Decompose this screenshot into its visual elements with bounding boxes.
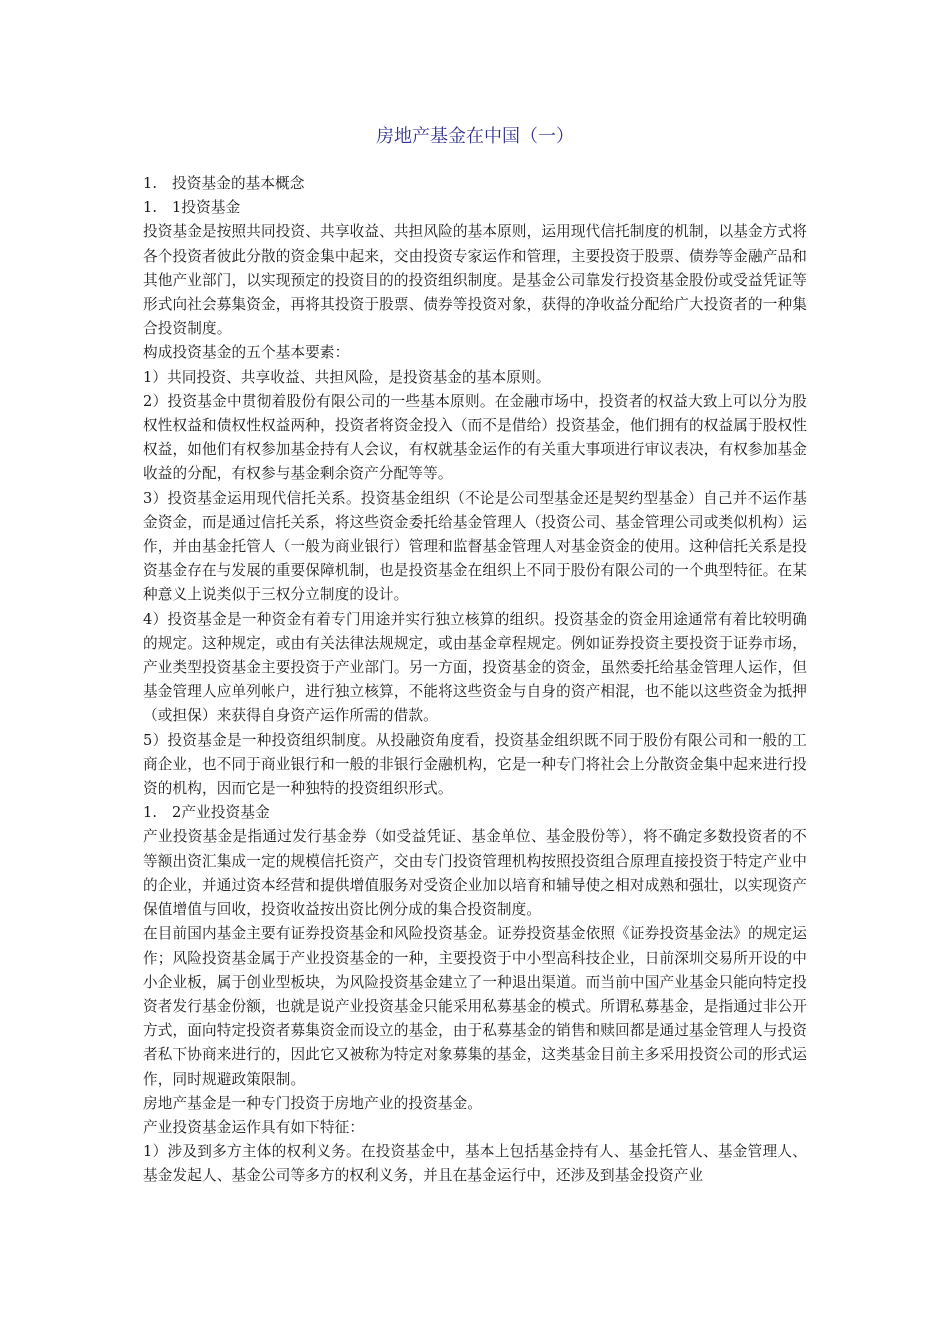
paragraph: 产业投资基金是指通过发行基金券（如受益凭证、基金单位、基金股份等），将不确定多数投资者的不等额出资汇集成一定的规模信托资产，交由专门投资管理机构按照投资组合原理直接投资于特定产业中的企业，并通过资本经营和提供增值服务对受资企业加以培育和辅导使之相对成熟和强壮，以实现资产保值增值与回收，投资收益按出资比例分成的集合投资制度。: [143, 828, 807, 919]
paragraph: 产业投资基金运作具有如下特征：: [143, 1118, 365, 1136]
paragraph: 投资基金是按照共同投资、共享收益、共担风险的基本原则，运用现代信托制度的机制，以基金方式将各个投资者彼此分散的资金集中起来，交由投资专家运作和管理，主要投资于股票、债券等金融产品和其他产业部门，以实现预定的投资目的的投资组织制度。是基金公司靠发行投资基金股份或受益凭证等形式向社会募集资金，再将其投资于股票、债券等投资对象，获得的净收益分配给广大投资者的一种集合投资制度。: [143, 223, 807, 338]
paragraph: 房地产基金是一种专门投资于房地产业的投资基金。: [143, 1094, 483, 1112]
document-title: 房地产基金在中国（一）: [376, 126, 574, 147]
paragraph: 构成投资基金的五个基本要素：: [143, 344, 350, 362]
paragraph: 1）共同投资、共享收益、共担风险，是投资基金的基本原则。: [143, 368, 551, 386]
paragraph: 3）投资基金运用现代信托关系。投资基金组织（不论是公司型基金还是契约型基金）自己并不运作基金资金，而是通过信托关系，将这些资金委托给基金管理人（投资公司、基金管理公司或类似机构）运作，并由基金托管人（一般为商业银行）管理和监督基金管理人对基金资金的使用。这种信托关系是投资基金存在与发展的重要保障机制，也是投资基金在组织上不同于股份有限公司的一个典型特征。在某种意义上说类似于三权分立制度的设计。: [143, 489, 807, 604]
paragraph: 在目前国内基金主要有证券投资基金和风险投资基金。证券投资基金依照《证券投资基金法》的规定运作；风险投资基金属于产业投资基金的一种，主要投资于中小型高科技企业，日前深圳交易所开设的中小企业板，属于创业型板块，为风险投资基金建立了一种退出渠道。而当前中国产业基金只能向特定投资者发行基金份额，也就是说产业投资基金只能采用私募基金的模式。所谓私募基金，是指通过非公开方式，面向特定投资者募集资金而设立的基金，由于私募基金的销售和赎回都是通过基金管理人与投资者私下协商来进行的，因此它又被称为特定对象募集的基金，这类基金目前主多采用投资公司的形式运作，同时规避政策限制。: [143, 925, 807, 1088]
paragraph: 1）涉及到多方主体的权利义务。在投资基金中，基本上包括基金持有人、基金托管人、基金管理人、基金发起人、基金公司等多方的权利义务，并且在基金运行中，还涉及到基金投资产业: [143, 1143, 807, 1185]
paragraph: 1. 1投资基金: [143, 199, 241, 217]
paragraph: 2）投资基金中贯彻着股份有限公司的一些基本原则。在金融市场中，投资者的权益大致上可以分为股权性权益和债权性权益两种，投资者将资金投入（而不是借给）投资基金，他们拥有的权益属于股权性权益，如他们有权参加基金持有人会议，有权就基金运作的有关重大事项进行审议表决，有权参加基金收益的分配，有权参与基金剩余资产分配等等。: [143, 392, 807, 483]
paragraph: 5）投资基金是一种投资组织制度。从投融资角度看，投资基金组织既不同于股份有限公司和一般的工商企业，也不同于商业银行和一般的非银行金融机构，它是一种专门将社会上分散资金集中起来进行投资的机构，因而它是一种独特的投资组织形式。: [143, 731, 807, 798]
paragraph: 4）投资基金是一种资金有着专门用途并实行独立核算的组织。投资基金的资金用途通常有着比较明确的规定。这种规定，或由有关法律法规规定，或由基金章程规定。例如证券投资主要投资于证券市场，产业类型投资基金主要投资于产业部门。另一方面，投资基金的资金，虽然委托给基金管理人运作，但基金管理人应单列帐户，进行独立核算，不能将这些资金与自身的资产相混，也不能以这些资金为抵押（或担保）来获得自身资产运作所需的借款。: [143, 610, 807, 725]
paragraph: 1. 2产业投资基金: [143, 804, 270, 822]
document-body: [143, 172, 807, 1189]
paragraph: 1. 投资基金的基本概念: [143, 175, 305, 192]
